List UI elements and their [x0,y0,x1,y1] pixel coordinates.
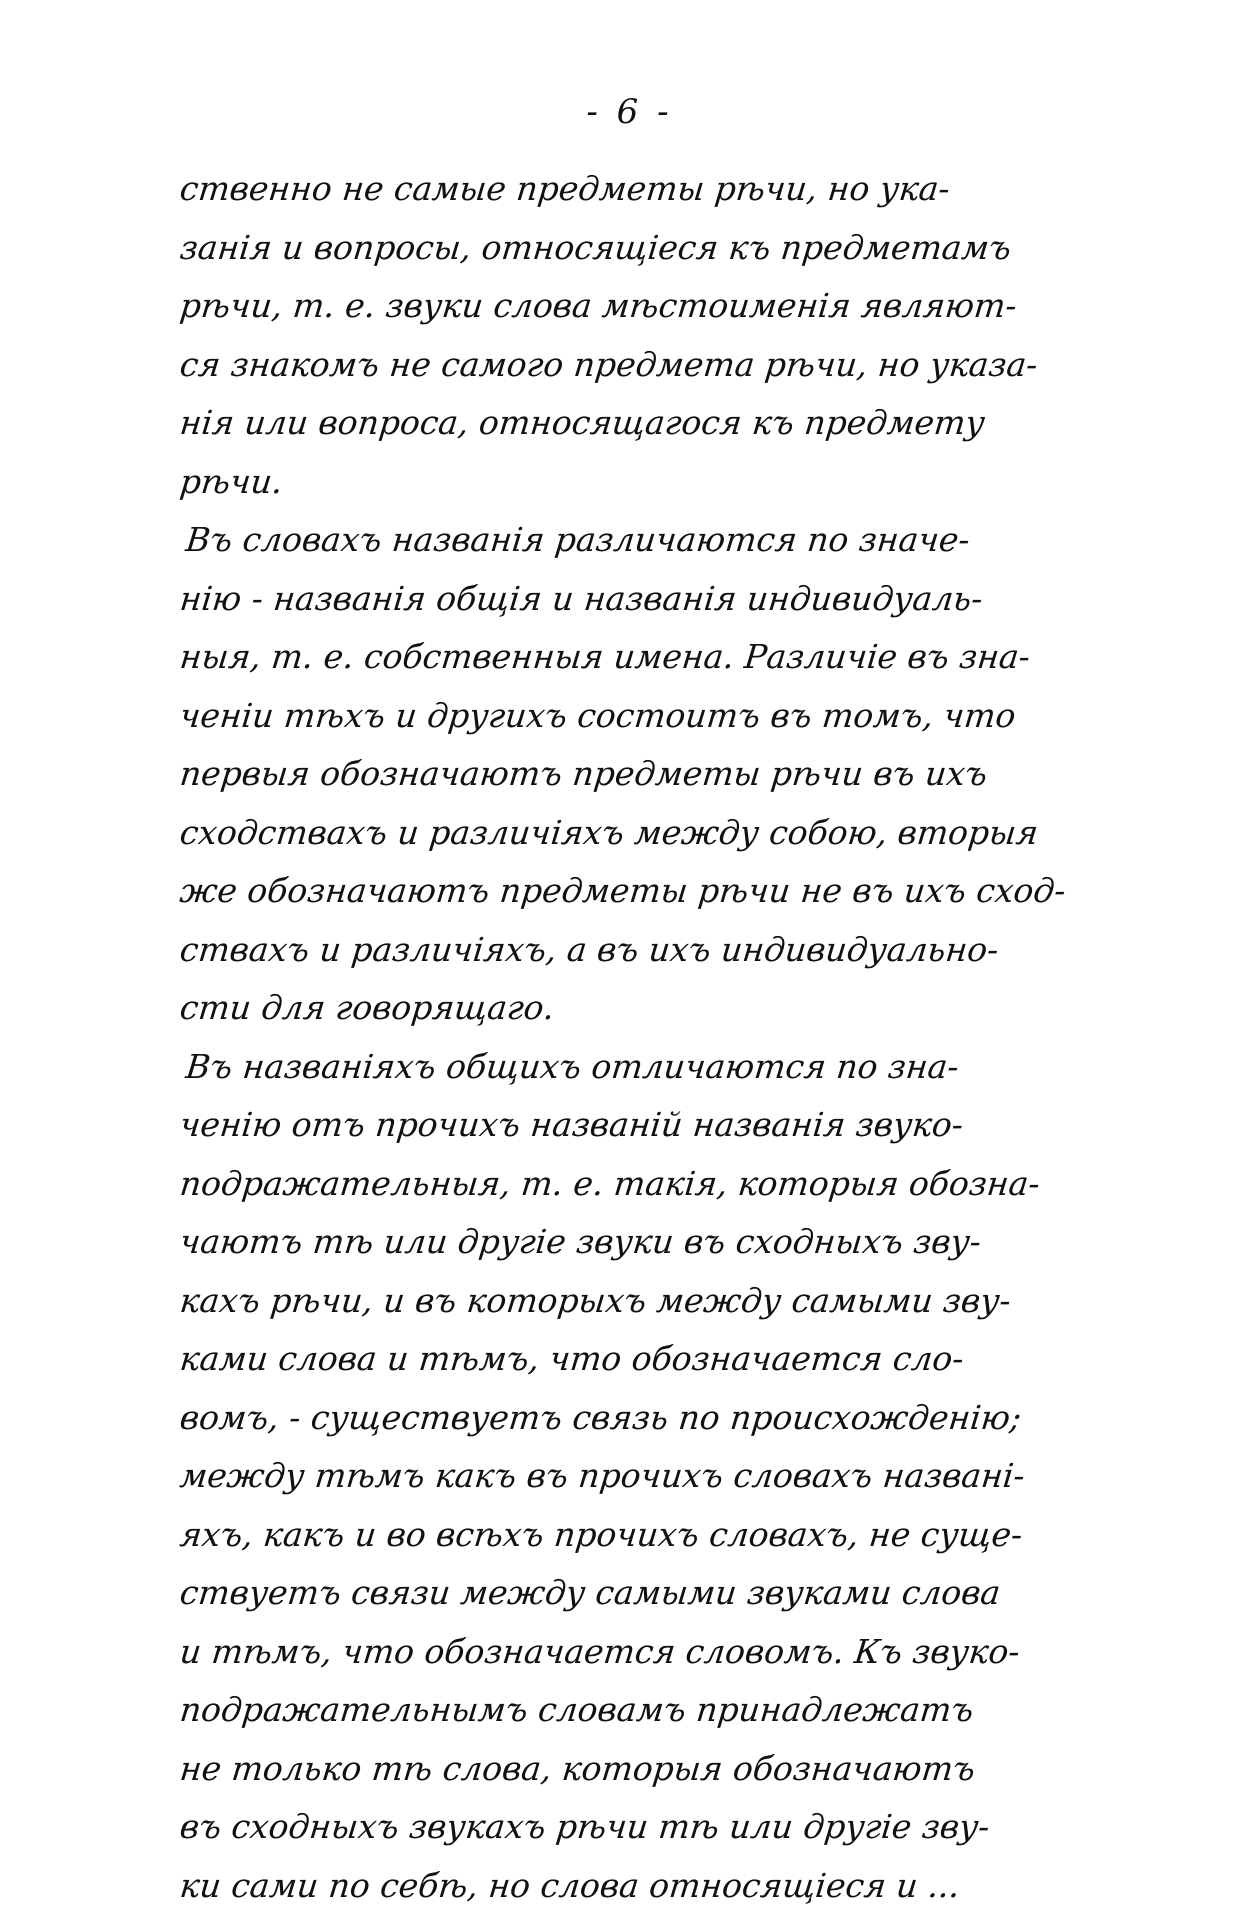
page-number: - 6 - [0,92,1259,132]
text-line: занія и вопросы, относящіеся къ предметамъ [177,219,1083,278]
text-line: первыя обозначаютъ предметы рѣчи въ ихъ [177,745,1083,804]
text-line: ченіи тѣхъ и другихъ состоитъ въ томъ, что [177,687,1083,746]
paragraph-start-line: Въ названіяхъ общихъ отличаются по зна- [177,1038,1083,1097]
text-line: нію - названія общія и названія индивидуаль- [177,570,1083,629]
text-line: въ сходныхъ звукахъ рѣчи тѣ или другіе зву- [177,1798,1083,1857]
text-line: не только тѣ слова, которыя обозначаютъ [177,1740,1083,1799]
text-line: кахъ рѣчи, и въ которыхъ между самыми зву- [177,1272,1083,1331]
text-line: подражательнымъ словамъ принадлежатъ [177,1681,1083,1740]
text-line: ками слова и тѣмъ, что обозначается сло- [177,1330,1083,1389]
text-line: ки сами по себѣ, но слова относящіеся и ... [177,1857,1083,1915]
text-line: ственно не самые предметы рѣчи, но ука- [177,160,1083,219]
text-line: рѣчи. [177,453,1083,512]
text-line: нія или вопроса, относящагося къ предмету [177,394,1083,453]
text-line: яхъ, какъ и во всѣхъ прочихъ словахъ, не суще- [177,1506,1083,1565]
text-line: вомъ, - существуетъ связь по происхожденію; [177,1389,1083,1448]
text-line: подражательныя, т. е. такія, которыя обозна- [177,1155,1083,1214]
handwritten-text-block [180,160,1080,1915]
text-line: ся знакомъ не самого предмета рѣчи, но указа- [177,336,1083,395]
text-line: ныя, т. е. собственныя имена. Различіе въ зна- [177,628,1083,687]
text-line: сходствахъ и различіяхъ между собою, вторыя [177,804,1083,863]
text-line: рѣчи, т. е. звуки слова мѣстоименія являют- [177,277,1083,336]
text-line: сти для говорящаго. [177,979,1083,1038]
text-line: и тѣмъ, что обозначается словомъ. Къ звуко- [177,1623,1083,1682]
text-line: чаютъ тѣ или другіе звуки въ сходныхъ зву- [177,1213,1083,1272]
text-line: между тѣмъ какъ въ прочихъ словахъ названі- [177,1447,1083,1506]
text-line: ствахъ и различіяхъ, а въ ихъ индивидуально- [177,921,1083,980]
text-line: же обозначаютъ предметы рѣчи не въ ихъ сход- [177,862,1083,921]
text-line: ченію отъ прочихъ названій названія звуко- [177,1096,1083,1155]
paragraph-start-line: Въ словахъ названія различаются по значе- [177,511,1083,570]
text-line: ствуетъ связи между самыми звуками слова [177,1564,1083,1623]
